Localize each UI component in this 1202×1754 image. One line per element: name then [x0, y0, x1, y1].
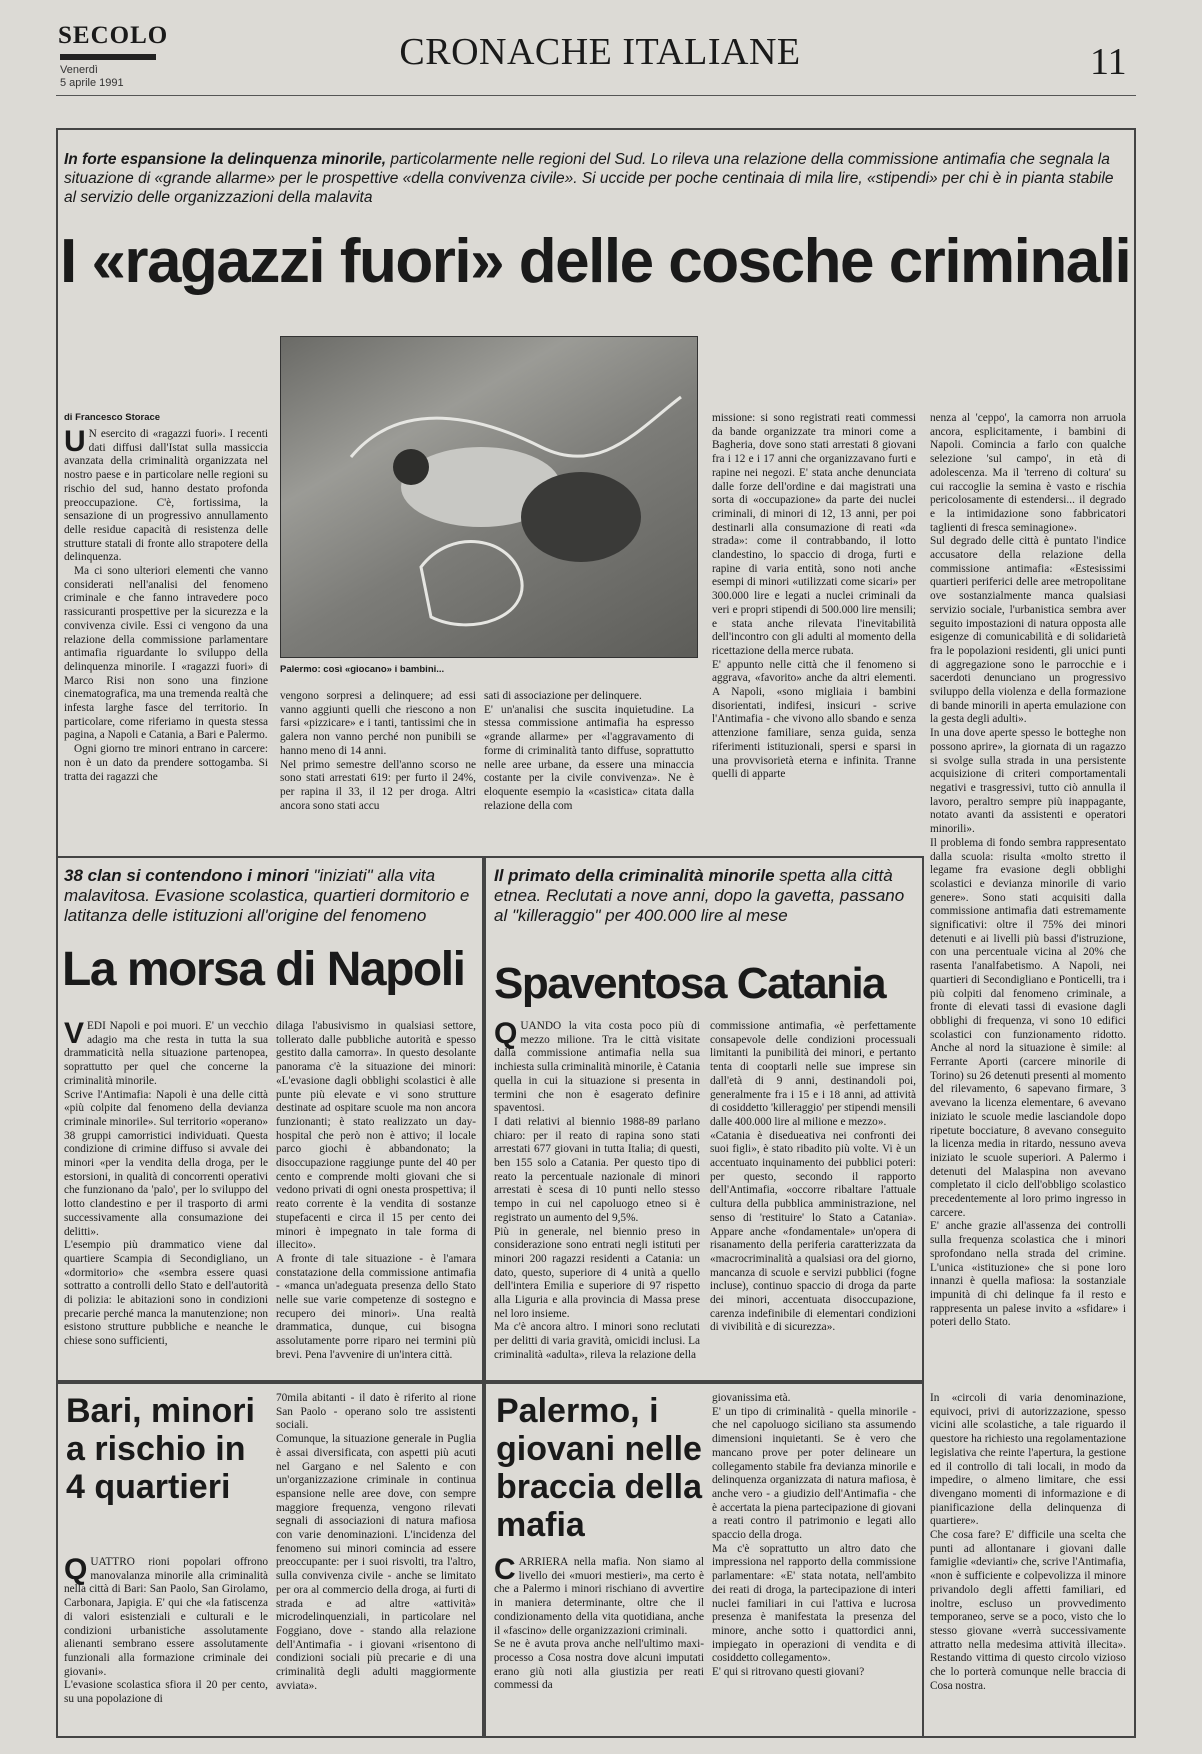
- catania-deck-text: spetta alla città etnea. Reclutati a nove anni, dopo la gavetta, passano al "killeraggio" per 400.000 lire al mese: [494, 866, 905, 925]
- photo-image: [281, 337, 699, 659]
- bari-title: Bari, minori a rischio in 4 quartieri: [66, 1392, 255, 1506]
- bari-col1-text: UATTRO rioni popolari offrono manovalanza minorile alla criminalità nella città di Bari: San Paolo, San Girolamo, Carbonara, Japigia. E' qui che «la fatiscenza di valori esistenziali e culturali e le condizioni urbanistiche assolutamente alienanti sembrano essere assolutamente funzionali alla formazione criminale dei giovani». L'evasione scolastica sfiora il 20 per cento, su una popolazione di: [64, 1556, 268, 1706]
- napoli-deck: [64, 866, 476, 926]
- intro-deck: [64, 150, 1119, 207]
- issue-date: [60, 64, 124, 90]
- main-col-4: missione: si sono registrati reati commessi da bande organizzate tra minori come a Bagheria, dove sono stati arrestati 8 giovani fra i 12 e i 17 anni che organizzavano furti e rapine nei negozi. E' stata anche denunciata dalle forze dell'ordine e dai magistrati una sorta di «occupazione» da parte dei nuclei criminali, di minori di 12, 13 anni, per poi destinarli alla consumazione di reati «da strada»: come il contrabbando, il lotto clandestino, lo spaccio di droga, furti e rapine di varia entità, sono noti anche esempi di minori «utilizzati come sicari» per 300.000 lire e legati a nuclei criminali da veri e propri stipendi di 500.000 lire mensili; e stata anche rilevata l'inevitabilità dell'incontro con gli adulti al momento della ricettazione della merce rubata. E' appunto nelle città che il fenomeno si aggrava, «favorito» anche da altri elementi. A Napoli, «sono migliaia i bambini disorientati, indifesi, insicuri - scrive l'Antimafia - che vivono allo sbando e senza attenzione familiare, senza guida, senza riferimenti istituzionali, spersi e sparsi in una provvisorietà eterna e infinita. Tranne quelli di apparte: [712, 412, 916, 781]
- catania-col-1: [494, 1020, 700, 1376]
- header-rule: [56, 95, 1136, 96]
- issue-day: Venerdì: [60, 64, 98, 76]
- bari-col-2: 70mila abitanti - il dato è riferito al rione San Paolo - operano solo tre assistenti sociali. Comunque, la situazione generale in Puglia è assai diversificata, con aspetti più acuti nel Gargano e nel Salento e con un'organizzazione criminale in continua espansione nelle aree dove, con sempre maggiore frequenza, vengono rilevati segnali di associazioni di natura mafiosa con varie denominazioni. L'incidenza del fenomeno sui minori comincia ad essere preoccupante: per i suoi risvolti, tra l'altro, sulla convivenza civile - anche se limitato per ora al commercio della droga, ai furti di strada e ad altre «attività» microdelinquenziali, in particolare nel Foggiano, dove - stando alla relazione dell'Antimafia - i giovani «risentono di condizioni sociali più precarie e di una criminalità degli adulti maggiormente avviata».: [276, 1392, 476, 1692]
- byline: di Francesco Storace: [64, 412, 161, 423]
- main-col-2: vengono sorpresi a delinquere; ad essi vanno aggiunti quelli che riescono a non farsi «pizzicare» e i tanti, tantissimi che in galera non vanno perché non punibili se hanno meno di 14 anni. Nel primo semestre dell'anno scorso ne sono stati arrestati 619: per furto il 24%, per rapina il 33, il 12 per droga. Altri ancora sono stati accu: [280, 690, 476, 812]
- main-col-3: sati di associazione per delinquere. E' un'analisi che suscita inquietudine. La stessa commissione antimafia ha espresso «grande allarme» per «l'aggravamento di forme di criminalità tanto diffuse, soprattutto nelle aree urbane, da essere una minaccia costante per la civile convivenza». Ne è eloquente esempio la «casistica» citata dalla relazione della com: [484, 690, 694, 812]
- article-photo: [280, 336, 698, 658]
- catania-col1-text: UANDO la vita costa poco più di mezzo milione. Tra le città visitate dalla commissione antimafia nella sua inchiesta sulla criminalità minorile, è Catania quella in cui la situazione si presenta in termini che non è esagerato definire spaventosi. I dati relativi al biennio 1988-89 parlano chiaro: per il reato di rapina sono stati arrestati 677 giovani in tutta Italia; di questi, ben 155 solo a Catania. Per questo tipo di reato la percentuale nazionale di minori arrestati è scesa di 10 punti nello stesso tempo in cui nel capoluogo etneo si è registrato un aumento del 9,5%. Più in generale, nel biennio preso in considerazione sono entrati negli istituti per minori 200 ragazzi residenti a Catania: un dato, questo, superiore di 4 unità a quello dell'intera Emilia e superiore di 97 rispetto alla Liguria e alla provincia di Massa prese nel loro insieme. Ma c'è ancora altro. I minori sono reclutati per delitti di varia gravità, omicidi inclusi. La criminalità «adulta», rileva la relazione della: [494, 1020, 700, 1361]
- palermo-col-1: [494, 1556, 704, 1732]
- napoli-col1-text: EDI Napoli e poi muori. E' un vecchio adagio ma che resta in tutta la sua drammaticità nella situazione partenopea, soprattutto per quel che concerne la criminalità minorile. Scrive l'Antimafia: Napoli è una delle città «più colpite dal fenomeno della devianza criminale minorile». Sul territorio «operano» 38 gruppi camorristici individuati. Questa condizione di crimine diffuso si avvale dei minori «per la vendita della droga, per le estorsioni, in qualità di concorrenti operativi che funzionano da 'palo', per lo sviluppo del lotto clandestino e per il trasporto di armi successivamente alla consumazione dei delitti». L'esempio più drammatico viene dal quartiere Scampia di Secondigliano, un «dormitorio» che «sembra essere quasi sottratto a controlli dello Stato e dell'autorità di polizia: le abitazioni sono in condizioni precarie perché manca la manutenzione; non esistono strutture pubbliche e neanche le chiese sono sufficienti,: [64, 1020, 268, 1348]
- palermo-col1-text: ARRIERA nella mafia. Non siamo al livello dei «muori mestieri», ma certo è che a Palermo i minori rischiano di avvertire in maniera determinante, oltre che il condizionamento della vita quotidiana, anche il «fascino» delle organizzazioni criminali. Se ne è avuta prova anche nell'ultimo maxi-processo a Cosa nostra dove alcuni imputati erano giù noti alla giustizia per reati commessi da: [494, 1556, 704, 1692]
- napoli-title: La morsa di Napoli: [62, 943, 465, 996]
- section-title: CRONACHE ITALIANE: [399, 31, 801, 73]
- palermo-drop-cap: C: [494, 1556, 516, 1586]
- masthead-logo: SECOLO: [58, 22, 169, 49]
- napoli-deck-lead: 38 clan si contendono i minori: [64, 866, 309, 885]
- bari-col-1: [64, 1556, 268, 1732]
- napoli-col-1: [64, 1020, 268, 1376]
- main-col-5: nenza al 'ceppo', la camorra non arruola ancora, esplicitamente, i bambini di Napoli. Comincia a farlo con qualche selezione 'sul campo', in età di adolescenza. Ma il 'terreno di coltura' su cui raccoglie la semina è vasto e rischia pericolosamente di estendersi... il degrado e la intimidazione sono fabbricatori taglienti di fresca seminagione». Sul degrado delle città è puntato l'indice accusatore della relazione della commissione antimafia: «Estesissimi quartieri periferici delle aree metropolitane ove sostanzialmente manca qualsiasi servizio sociale, l'urbanistica sembra aver seguito impostazioni di natura opposta alle esigenze di comunicabilità e di solidarietà fra le popolazioni residenti, gli unici punti di aggregazione sono le parrocchie e i sacerdoti denunciano un progressivo sviluppo della violenza e della formazione di bande minorili in aperta emulazione con la gesta degli adulti». In una dove aperte spesso le botteghe non possono aprire», la giornata di un ragazzo si svolge sulla strada in una persistente acquisizione di criteri comportamentali negativi e trasgressivi, tutto ciò annulla il lavoro, peraltro sempre più inappagante, notato avanti da assistenti e operatori minorili». Il problema di fondo sembra rappresentato dalla scuola: risulta «molto stretto il legame fra evasione degli obblighi scolastici e devianza minorile di vario genere». Sono stati acquisiti dalla commissione antimafia dati estremamente significativi: oltre il 75% dei minori detenuti e ai livelli più bassi d'istruzione, con una percentuale vicina al 20% che rasenta l'analfabetismo. A Napoli, nei quartieri di Secondigliano e Ponticelli, tra i più colpiti dal fenomeno criminale, a fronte di elevati tassi di evasione dagli obblighi di frequenza, vi sono 10 edifici scolastici con funzionamento ridotto. Anche al nord la situazione è simile: al Ferrante Aporti (carcere minorile di Torino) su 26 detenuti presenti al momento del rilevamento, 6 sapevano firmare, 3 avevano la licenza elementare, 6 avevano iniziato le scuole medie lasciandole dopo ripetute bocciature, 8 avevano conseguito la licenza media in ritardo, nessuno aveva iniziato le scuole superiori. A Palermo i detenuti del Malaspina non avevano completato il ciclo dell'obbligo scolastico precedentemente al loro primo ingresso in carcere. E' anche grazie all'assenza dei controlli sulla frequenza scolastica che i minori sprofondano nella strada del crimine. L'unica «istituzione» che si pone loro innanzi è quella mafiosa: la sostanziale impunità di chi delinque fa il resto e rappresenta un palese invito a «sfidare» i poteri dello Stato.: [930, 412, 1126, 1329]
- catania-deck: [494, 866, 914, 926]
- palermo-title: Palermo, i giovani nelle braccia della mafia: [496, 1392, 703, 1544]
- catania-drop-cap: Q: [494, 1020, 518, 1050]
- main-headline: I «ragazzi fuori» delle cosche criminali: [60, 227, 1131, 296]
- bari-drop-cap: Q: [64, 1556, 88, 1586]
- palermo-col-3: In «circoli di varia denominazione, equivoci, privi di autorizzazione, spesso vicini alle scolastiche, a tale riguardo il questore ha richiesto una regolamentazione legislativa che reinte l'apertura, la gestione ed il controllo di tali locali, in modo da impedire, o almeno limitare, che essi divengano momenti di informazione e di pianificazione della delinquenza di quartiere». Che cosa fare? E' difficile una scelta che punti ad allontanare i giovani dalle famiglie «devianti» che, scrive l'Antimafia, «non è sufficiente e colpevolizza il minore privandolo degli affetti familiari, ed inoltre, escluso un provvedimento temporaneo, serve se a poco, visto che lo stesso giovane «verrà successivamente attratto nella medesima attività illecita». Restando vittima di questo circolo vizioso che lo porterà comunque nelle braccia di Cosa nostra.: [930, 1392, 1126, 1692]
- photo-caption: Palermo: così «giocano» i bambini...: [280, 664, 445, 675]
- main-col-1: [64, 428, 268, 826]
- intro-lead: In forte espansione la delinquenza minorile,: [64, 151, 387, 168]
- main-col1-p1: N esercito di «ragazzi fuori». I recenti dati diffusi dall'Istat sulla massiccia avanzata della criminalità organizzata nel nostro paese e in particolare nelle regioni su rischio del sud, hanno destato profonda preoccupazione. C'è, fortissima, la sensazione di un progressivo annullamento delle residue capacità di resistenza delle strutture statali di fronte allo strapotere della delinquenza.: [64, 428, 268, 564]
- masthead-bar: [60, 54, 156, 60]
- photo-chalk-line: [351, 397, 681, 457]
- drop-cap: U: [64, 428, 86, 458]
- catania-col-2: commissione antimafia, «è perfettamente consapevole delle condizioni processuali limitanti la punibilità dei minori, e pertanto tenta di cooptarli nelle sue imprese sin dall'età di 9 anni, destinandoli poi, generalmente fra i 15 e i 18 anni, ad attività di cosiddetto 'killeraggio' per stipendi mensili dalle 400.000 lire al milione e mezzo». «Catania è disedueativa nei confronti dei suoi figli», è stato ribadito più volte. Vi è un accentuato inquinamento dei pubblici poteri: per questo, secondo il rapporto dell'Antimafia, «occorre ribaltare l'attuale cultura della pubblica amministrazione, nel senso di 'restituire' lo Stato a Catania». Appare anche «fondamentale» un'opera di risanamento della periferia caratterizzata da «macrocriminalità a qualsiasi ora del giorno, mancanza di scuole e servizi pubblici (fogne incluse), continuo spaccio di droga da parte dei minori, accentuata disoccupazione, carenza indefinibile di elementari condizioni di vivibilità e di sicurezza».: [710, 1020, 916, 1334]
- main-col1-p3: Ogni giorno tre minori entrano in carcere: non è un dato da prendere sottogamba. Si tratta dei ragazzi che: [64, 743, 268, 783]
- photo-chalk-outline: [421, 542, 522, 625]
- napoli-deck-text: "iniziati" alla vita malavitosa. Evasione scolastica, quartieri dormitorio e latitanza delle istituzioni all'origine del fenomeno: [64, 866, 470, 925]
- photo-child-head: [393, 449, 429, 485]
- palermo-col-2: giovanissima età. E' un tipo di criminalità - quella minorile - che nel capoluogo siciliano sta assumendo dimensioni inquietanti. Se è vero che mancano prove per poter delineare un collegamento stabile fra devianza minorile e delinquenza organizzata di natura mafiosa, è anche vero - a giudizio dell'Antimafia - che è accertata la piena partecipazione di giovani a reati contro il patrimonio e legati allo spaccio della droga. Ma c'è soprattutto un altro dato che impressiona nel rapporto della commissione parlamentare: «E' stata notata, nell'ambito dei reati di droga, la partecipazione di interi nuclei familiari in cui l'attiva e lucrosa presenza è manifestata la presenza del minore, anche sotto i quattordici anni, impiegato in operazioni di vendita e di cosiddetto collegamento». E' qui si ritrovano questi giovani?: [712, 1392, 916, 1679]
- page-number: 11: [1090, 41, 1127, 83]
- catania-title: Spaventosa Catania: [494, 959, 886, 1008]
- catania-deck-lead: Il primato della criminalità minorile: [494, 866, 775, 885]
- napoli-col-2: dilaga l'abusivismo in qualsiasi settore, tollerato dalle pubbliche autorità e spesso gestito dalla camorra». In questo desolante panorama c'è la situazione dei minori: «L'evasione dagli obblighi scolastici è alle punte più elevate e vi sono strutture destinate ad ospitare scuole ma non ancora funzionanti; è stato realizzato un day-hospital che però non è attivo; il locale parco giochi è abbandonato; la disoccupazione raggiunge punte del 40 per cento e comprende molti giovani che si vedono privati di ogni onesta prospettiva; il reato corrente è la vendita di sostanze stupefacenti e circa il 15 per cento dei minori è impegnato in tale forma di illecito». A fronte di tale situazione - è l'amara constatazione della commissione antimafia - «manca un'adeguata presenza dello Stato nelle sue varie competenze di sostegno e recupero dei minori». Una realtà drammatica, dunque, cui bisogna assolutamente porre riparo nei termini più brevi. Pena l'avvenire di un'intera città.: [276, 1020, 476, 1361]
- intro-text: particolarmente nelle regioni del Sud. Lo rileva una relazione della commissione antimafia che segnala la situazione di «grande allarme» per le prospettive «della convivenza civile». Si uccide per poche centinaia di mila lire, «stipendi» per chi è in pianta stabile al servizio delle organizzazioni della malavita: [64, 151, 1114, 206]
- issue-date-text: 5 aprile 1991: [60, 77, 124, 89]
- napoli-drop-cap: V: [64, 1020, 85, 1050]
- photo-shadow-figure: [521, 472, 641, 562]
- main-col1-p2: Ma ci sono ulteriori elementi che vanno considerati nell'analisi del fenomeno criminale e che fanno intravedere poco rassicuranti prospettive per la sicurezza e la convivenza civile. Essi ci vengono da una relazione della commissione parlamentare antimafia riguardante lo sviluppo della delinquenza minorile. I «ragazzi fuori» di Marco Risi non sono una finzione cinematografica, ma una tremenda realtà che infesta larghe fasce del territorio. In particolare, come riferiamo in questa stessa pagina, a Napoli e Catania, a Bari e Palermo.: [64, 565, 268, 742]
